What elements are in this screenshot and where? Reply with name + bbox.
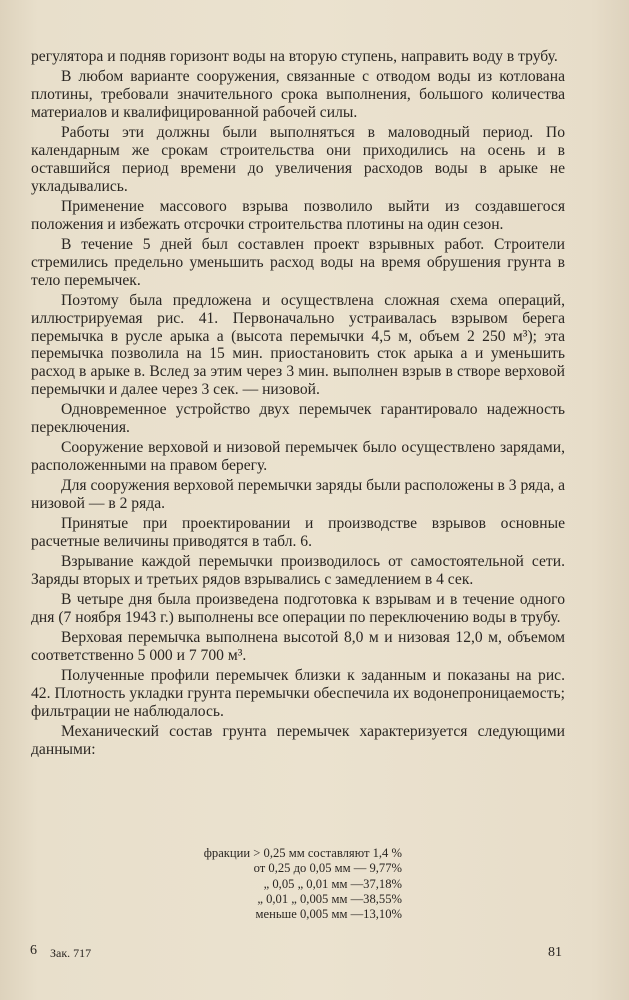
paragraph: Применение массового взрыва позволило выйти из создавшегося положения и избежать отсрочки строительства плотины на один сезон. [31,197,565,233]
fraction-row: „ 0,05 „ 0,01 мм —37,18% [263,876,402,891]
signature-mark: 6 [30,943,37,958]
paragraph: Взрывание каждой перемычки производилось от самостоятельной сети. Заряды вторых и третьих рядов взрывались с замедлением в 4 сек. [31,553,565,589]
paragraph: В любом варианте сооружения, связанные с отводом воды из котлована плотины, требовали значительного срока выполнения, большого количества материалов и квалифицированной рабочей силы. [31,68,565,121]
soil-fraction-list [122,846,402,922]
print-order-number: Зак. 717 [50,946,92,960]
paragraph: Одновременное устройство двух перемычек гарантировало надежность переключения. [31,401,565,437]
paragraph: Поэтому была предложена и осуществлена сложная схема операций, иллюстрируемая рис. 41. Первоначально устраивалась взрывом берега перемычка в русле арыка а (высота перемычки 4,5 м, объем 2 250 м³); эта перемычка позволила на 15 мин. приостановить сток арыка а и уменьшить расход в арыке в. Вслед за этим через 3 мин. выполнен взрыв в створе верховой перемычки и далее через 3 сек. — низовой. [31,291,565,399]
paragraph: Работы эти должны были выполняться в маловодный период. По календарным же срокам строительства они приходились на осень и в оставшийся период времени до увеличения расходов воды в арыке не укладывались. [31,124,565,195]
fraction-row: фракции > 0,25 мм составляют 1,4 % [203,846,402,860]
page-number: 81 [548,945,562,960]
fraction-row: от 0,25 до 0,05 мм — 9,77% [253,861,402,876]
paragraph: Верховая перемычка выполнена высотой 8,0 м и низовая 12,0 м, объемом соответственно 5 000 и 7 700 м³. [31,629,565,665]
paragraph: регулятора и подняв горизонт воды на вторую ступень, направить воду в трубу. [31,48,558,65]
paragraph: Сооружение верховой и низовой перемычек было осуществлено зарядами, расположенными на правом берегу. [31,439,565,475]
paragraph: В четыре дня была произведена подготовка к взрывам и в течение одного дня (7 ноября 1943 г.) выполнены все операции по переключению воды в трубу. [31,591,565,627]
paragraph: Полученные профили перемычек близки к заданным и показаны на рис. 42. Плотность укладки грунта перемычки обеспечила их водонепроницаемость; фильтрации не наблюдалось. [31,667,565,721]
paragraph: Принятые при проектировании и производстве взрывов основные расчетные величины приводятся в табл. 6. [31,515,565,551]
paragraph: В течение 5 дней был составлен проект взрывных работ. Строители стремились предельно уменьшить расход воды на время обрушения грунта в тело перемычек. [31,235,565,289]
paragraph: Механический состав грунта перемычек характеризуется следующими данными: [31,723,565,759]
paragraph: Для сооружения верховой перемычки заряды были расположены в 3 ряда, а низовой — в 2 ряда. [31,477,565,513]
fraction-row: меньше 0,005 мм —13,10% [255,907,402,922]
fraction-row: „ 0,01 „ 0,005 мм —38,55% [257,891,402,906]
body-text [31,48,565,761]
